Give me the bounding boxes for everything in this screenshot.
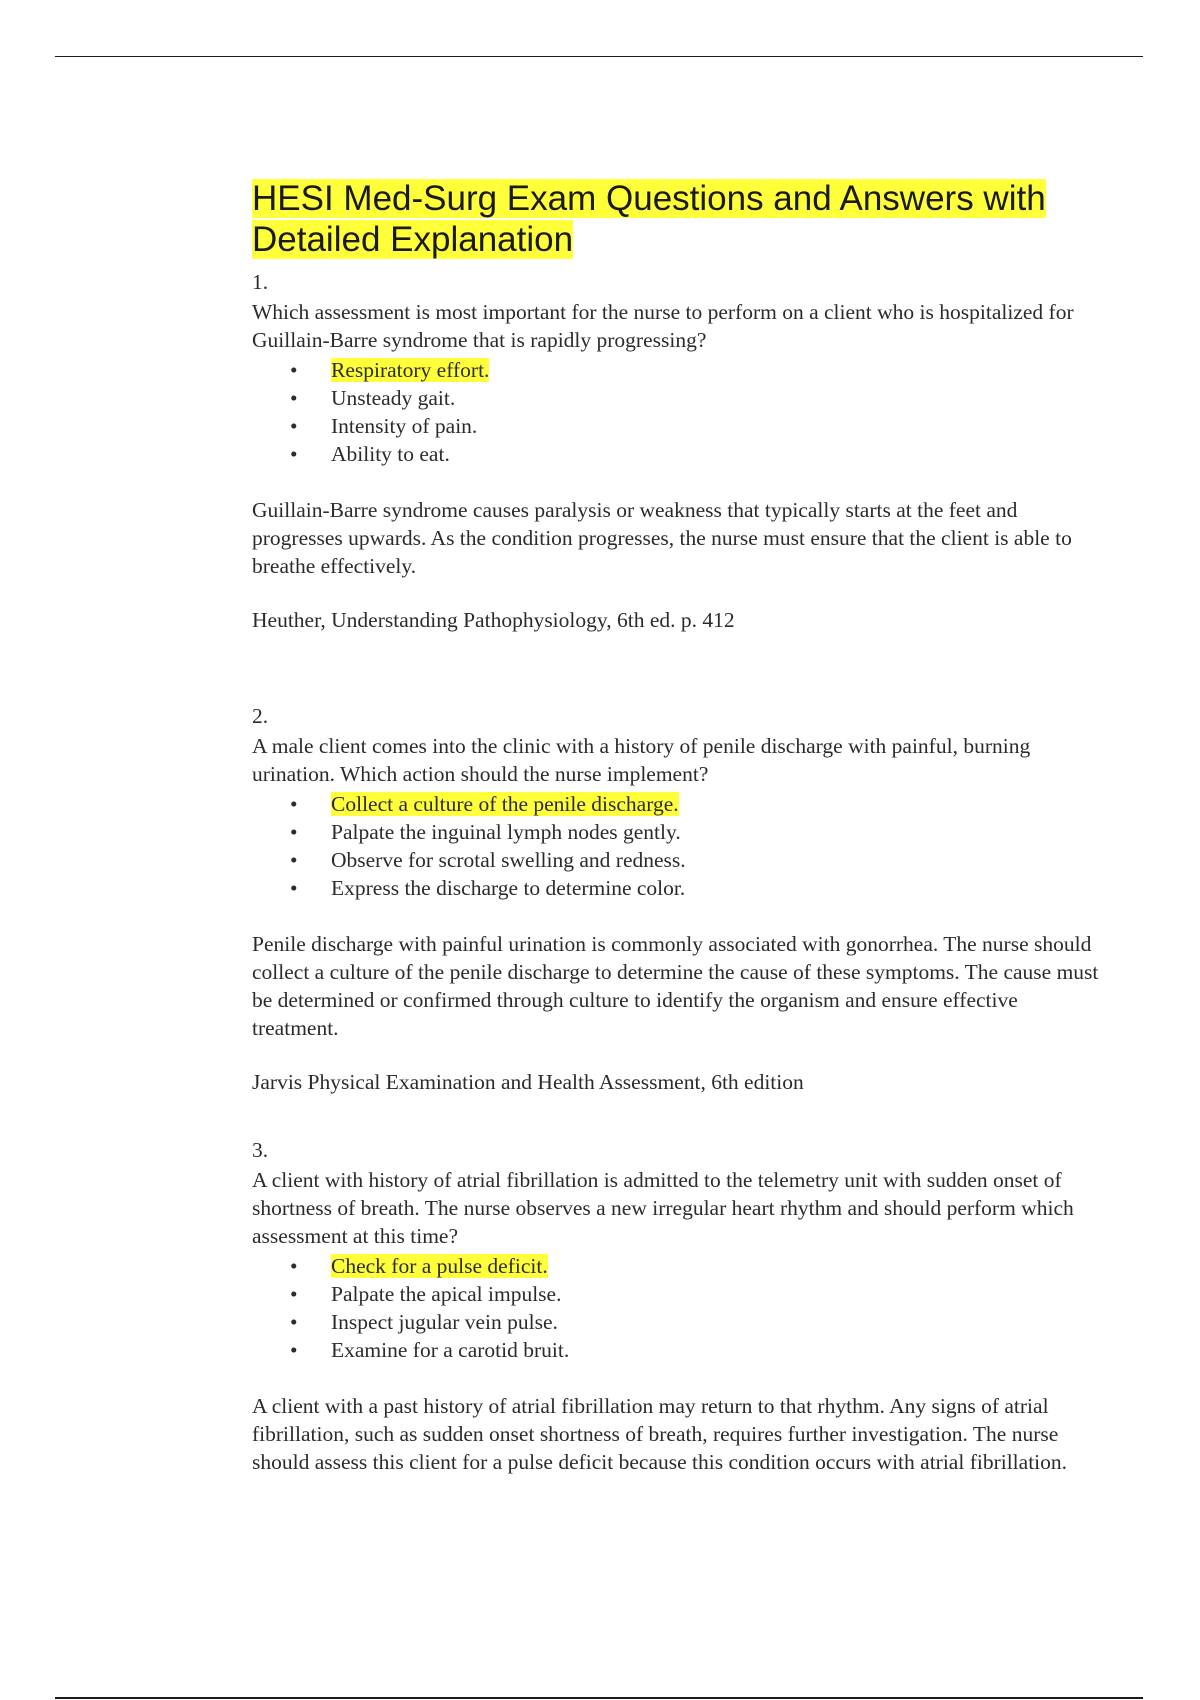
answer-option	[252, 440, 1102, 468]
question-1	[252, 268, 1102, 634]
explanation: A client with a past history of atrial fibrillation may return to that rhythm. Any signs of atrial fibrillation, such as sudden onset shortness of breath, requires further investigation. The nurse should assess this client for a pulse deficit because this condition occurs with atrial fibrillation.	[252, 1394, 1068, 1474]
answer-option	[252, 1280, 1102, 1308]
answer-option-correct	[252, 356, 1102, 384]
answer-option-label: Examine for a carotid bruit.	[331, 1338, 570, 1362]
answer-option	[252, 1336, 1102, 1364]
explanation: Penile discharge with painful urination is commonly associated with gonorrhea. The nurse should collect a culture of the penile discharge to determine the cause of these symptoms. The cause must be determined or confirmed through culture to identify the organism and ensure effective treatment.	[252, 932, 1099, 1040]
reference: Jarvis Physical Examination and Health Assessment, 6th edition	[252, 1070, 804, 1094]
question-2	[252, 702, 1102, 1096]
answer-option-label: Ability to eat.	[331, 442, 450, 466]
bullet-icon: •	[290, 442, 298, 466]
answer-option	[252, 818, 1102, 846]
answer-option-label: Palpate the inguinal lymph nodes gently.	[331, 820, 681, 844]
question-text: Which assessment is most important for the nurse to perform on a client who is hospitalized for Guillain-Barre syndrome that is rapidly progressing?	[252, 300, 1074, 352]
answer-option-label: Inspect jugular vein pulse.	[331, 1310, 558, 1334]
bullet-icon: •	[290, 848, 298, 872]
answer-option-correct	[252, 790, 1102, 818]
answer-option	[252, 1308, 1102, 1336]
bullet-icon: •	[290, 1254, 298, 1278]
answer-option-label: Observe for scrotal swelling and redness.	[331, 848, 686, 872]
answer-option	[252, 846, 1102, 874]
document-title	[252, 178, 1102, 260]
question-number: 3.	[252, 1138, 269, 1162]
top-rule	[55, 56, 1143, 57]
answer-option-label: Respiratory effort.	[331, 358, 490, 382]
explanation: Guillain-Barre syndrome causes paralysis or weakness that typically starts at the feet and progresses upwards. As the condition progresses, the nurse must ensure that the client is able to breathe effectively.	[252, 498, 1072, 578]
bullet-icon: •	[290, 1338, 298, 1362]
answer-options	[252, 1252, 1102, 1364]
answer-option-label: Unsteady gait.	[331, 386, 456, 410]
bullet-icon: •	[290, 792, 298, 816]
answer-option-label: Collect a culture of the penile discharge.	[331, 792, 679, 816]
bullet-icon: •	[290, 414, 298, 438]
bullet-icon: •	[290, 358, 298, 382]
answer-options	[252, 790, 1102, 902]
question-number: 2.	[252, 704, 269, 728]
bullet-icon: •	[290, 386, 298, 410]
bullet-icon: •	[290, 1282, 298, 1306]
document-title-text: HESI Med-Surg Exam Questions and Answers with Detailed Explanation	[252, 179, 1046, 259]
answer-option-label: Check for a pulse deficit.	[331, 1254, 548, 1278]
question-text: A client with history of atrial fibrillation is admitted to the telemetry unit with sudden onset of shortness of breath. The nurse observes a new irregular heart rhythm and should perform which assessment at this time?	[252, 1168, 1074, 1248]
answer-option-label: Express the discharge to determine color.	[331, 876, 686, 900]
question-number: 1.	[252, 270, 269, 294]
bottom-rule	[55, 1697, 1143, 1699]
bullet-icon: •	[290, 820, 298, 844]
answer-option	[252, 412, 1102, 440]
document-content	[252, 178, 1102, 1476]
answer-option-label: Palpate the apical impulse.	[331, 1282, 562, 1306]
answer-option	[252, 874, 1102, 902]
question-text: A male client comes into the clinic with a history of penile discharge with painful, burning urination. Which action should the nurse implement?	[252, 734, 1031, 786]
answer-option-correct	[252, 1252, 1102, 1280]
bullet-icon: •	[290, 876, 298, 900]
answer-option-label: Intensity of pain.	[331, 414, 478, 438]
answer-option	[252, 384, 1102, 412]
bullet-icon: •	[290, 1310, 298, 1334]
question-3	[252, 1136, 1102, 1476]
answer-options	[252, 356, 1102, 468]
reference: Heuther, Understanding Pathophysiology, 6th ed. p. 412	[252, 608, 735, 632]
